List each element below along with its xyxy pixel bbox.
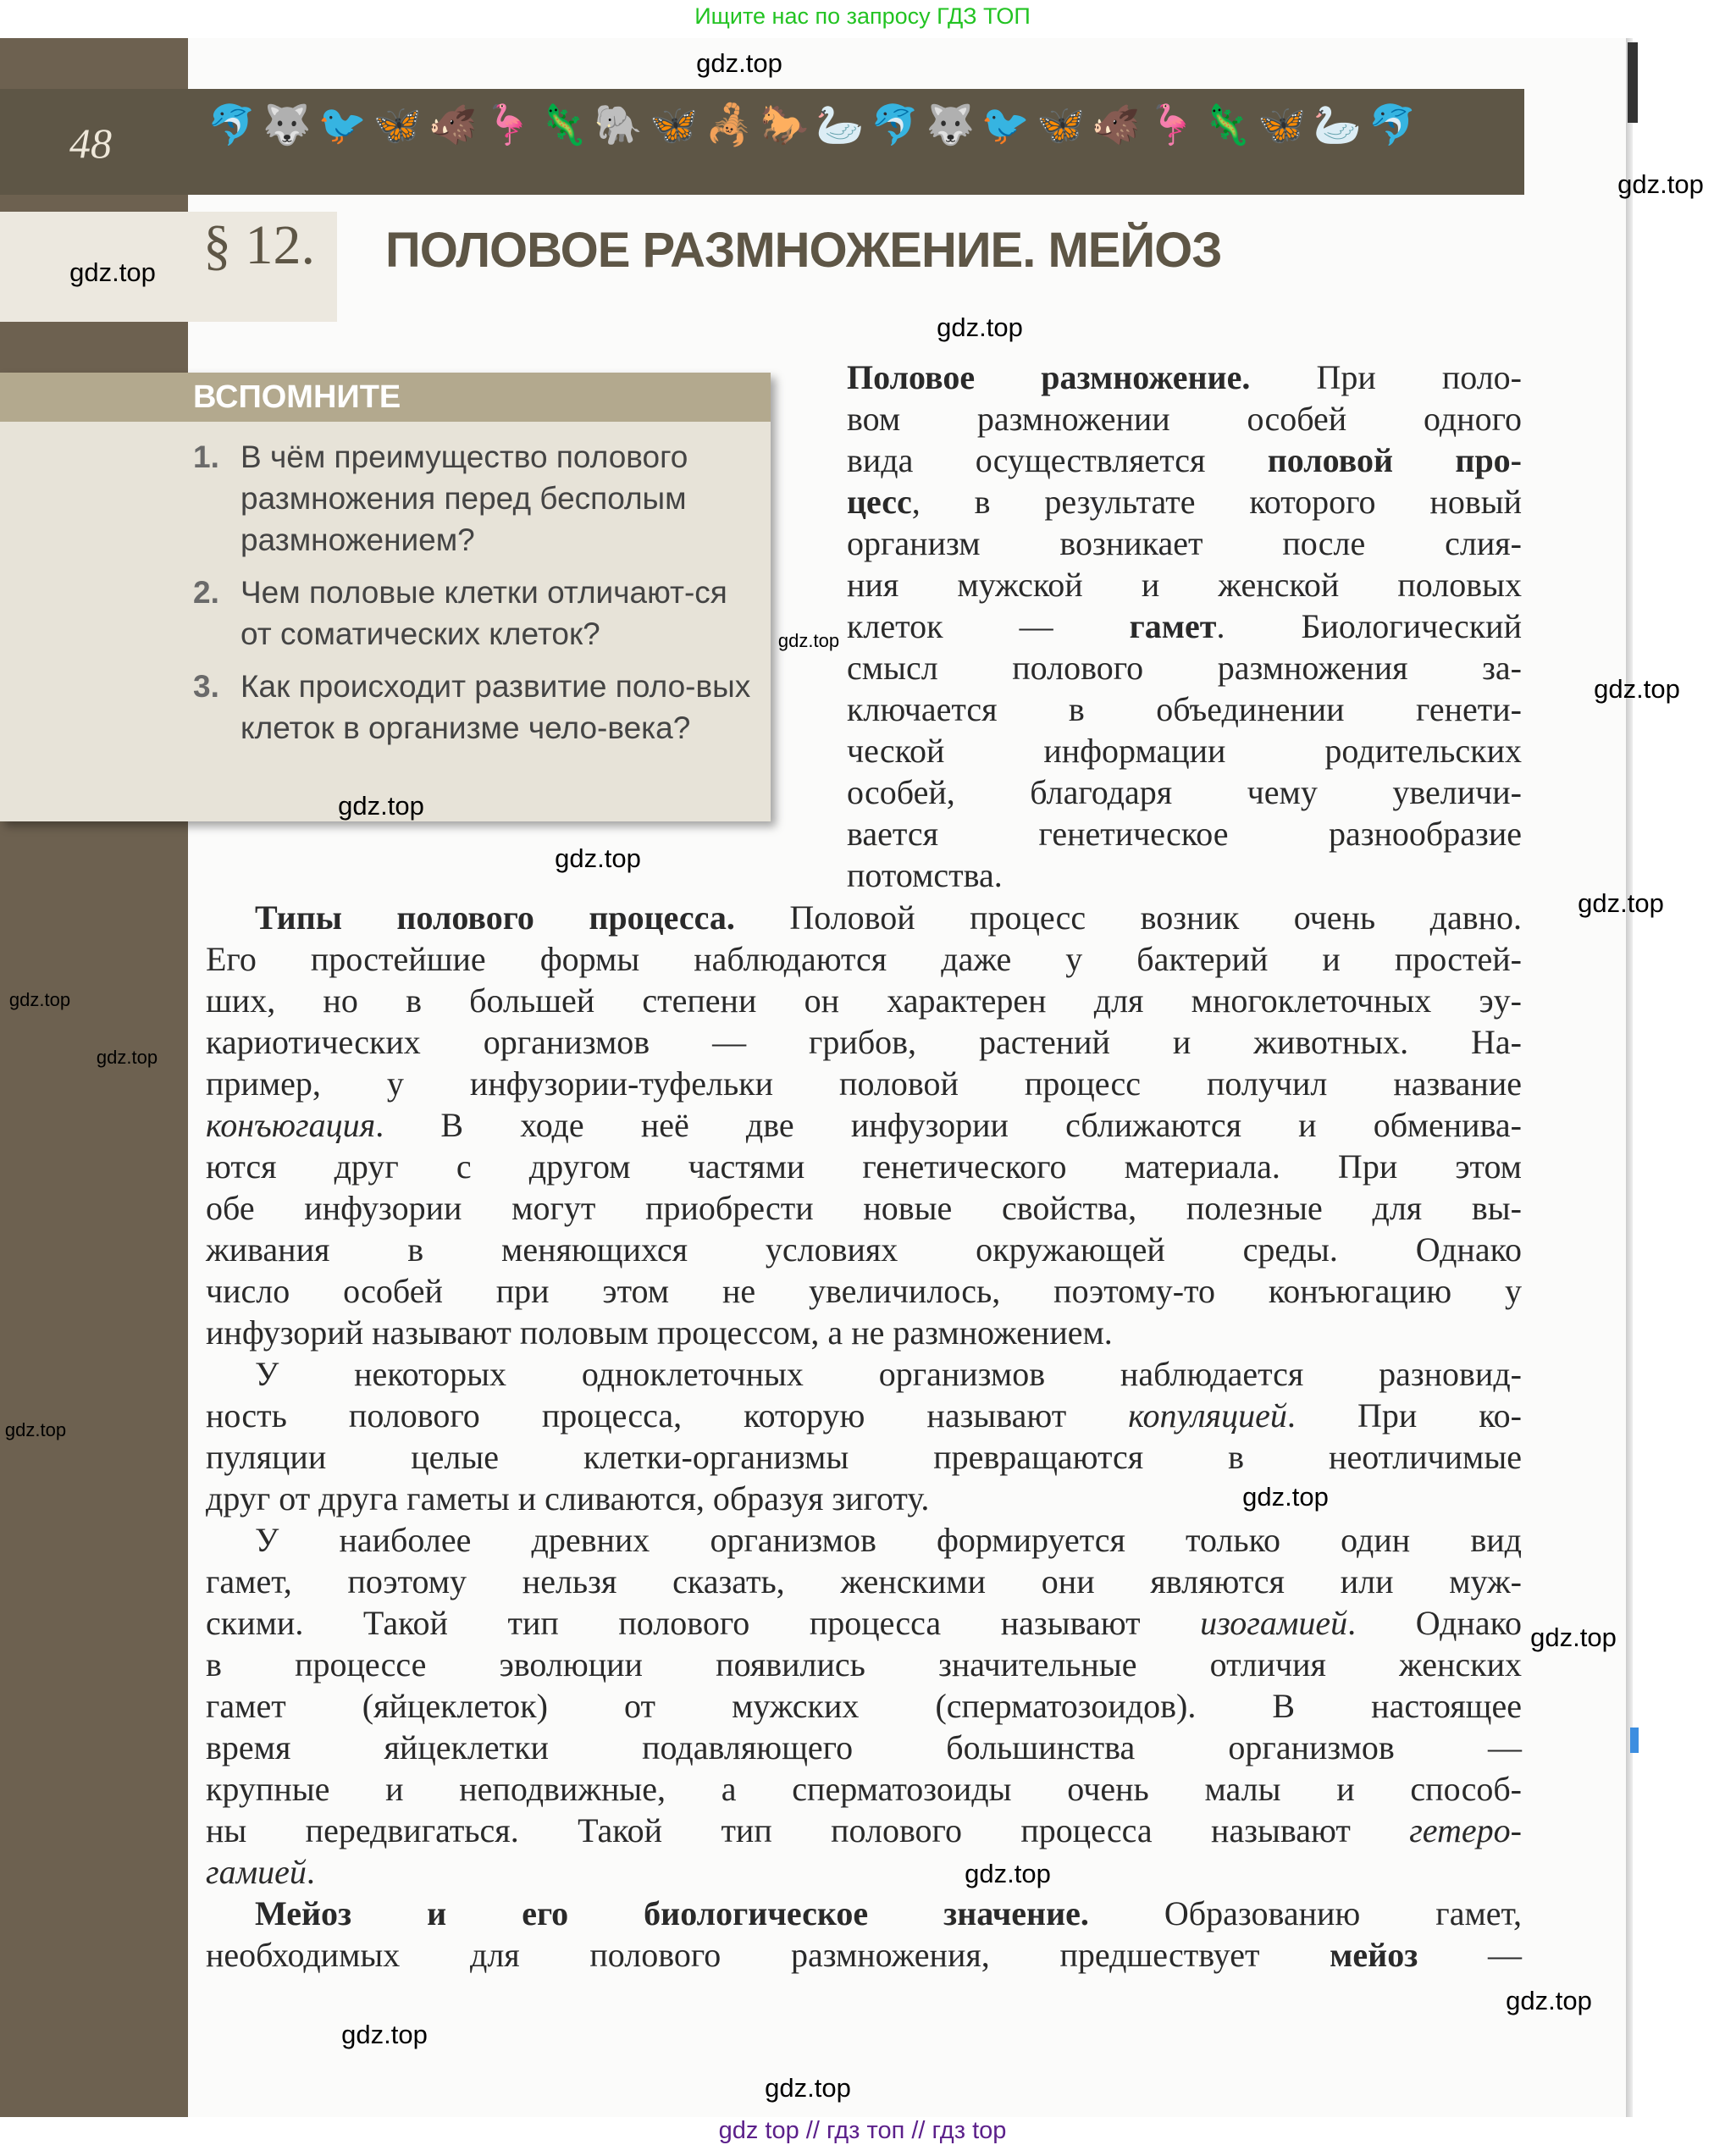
watermark: gdz.top: [765, 2073, 851, 2103]
watermark: gdz.top: [338, 791, 424, 821]
text-line: [206, 1602, 1522, 1644]
text-segment: ния мужской и женской половых: [847, 566, 1522, 604]
watermark: gdz.top: [937, 312, 1023, 342]
page-margin-strip: [0, 38, 188, 2117]
italic-term: гетеро-: [1409, 1811, 1522, 1849]
animal-silhouettes-icon: 🐬🐺🐦🦋🐗🦩🦎🐘🦋🦂🐎🦢🐬🐺🐦🦋🐗🦩🦎🦋🦢🐬: [207, 102, 1424, 147]
text-line: [847, 771, 1522, 813]
text-segment: обе инфузории могут приобрести новые свойства, полезные для вы-: [206, 1189, 1522, 1227]
text-line: [206, 1229, 1522, 1270]
page-title: ПОЛОВОЕ РАЗМНОЖЕНИЕ. МЕЙОЗ: [385, 223, 1222, 278]
binding-mark: [1628, 42, 1638, 123]
text-line: [206, 1810, 1522, 1851]
bold-term: цесс: [847, 483, 912, 521]
text-segment: —: [1418, 1936, 1522, 1974]
text-segment: крупные и неподвижные, а сперматозоиды очень малы и способ-: [206, 1770, 1522, 1808]
watermark: gdz.top: [4, 1419, 67, 1440]
italic-term: конъюгация: [206, 1106, 376, 1144]
italic-term: изогамией: [1200, 1604, 1348, 1642]
text-segment: необходимых для полового размножения, предшествует: [206, 1936, 1330, 1974]
watermark: gdz.top: [69, 257, 156, 287]
question-number: 1.: [193, 439, 219, 474]
intro-column: [847, 357, 1522, 896]
bold-term: гамет: [1129, 607, 1217, 645]
bold-term: Половое размножение.: [847, 358, 1251, 396]
text-segment: кариотических организмов — грибов, растений и животных. На-: [206, 1023, 1522, 1061]
text-line: [206, 1727, 1522, 1768]
text-line: [206, 1021, 1522, 1063]
text-line: [847, 813, 1522, 854]
bold-term: половой про-: [1267, 441, 1523, 479]
text-line: [206, 1353, 1522, 1395]
text-line: [206, 1934, 1522, 1976]
italic-term: копуляцией: [1128, 1396, 1287, 1435]
body-text: [206, 897, 1522, 1976]
question-1: [193, 436, 752, 561]
watermark: gdz.top: [777, 630, 840, 651]
watermark: gdz.top: [8, 989, 71, 1010]
remind-heading: ВСПОМНИТЕ: [193, 379, 401, 415]
text-line: [206, 1644, 1522, 1685]
watermark: gdz.top: [965, 1859, 1051, 1888]
text-segment: При поло-: [1250, 358, 1522, 396]
text-line: [847, 481, 1522, 522]
text-line: [206, 1395, 1522, 1436]
question-number: 2.: [193, 575, 219, 610]
text-segment: в процессе эволюции появились значительные отличия женских: [206, 1645, 1522, 1683]
text-line: [206, 1851, 315, 1893]
question-text: Чем половые клетки отличают-ся от соматических клеток?: [241, 575, 727, 651]
text-segment: клеток —: [847, 607, 1130, 645]
text-line: [847, 439, 1522, 481]
text-segment: друг от друга гаметы и сливаются, образуя зиготу.: [206, 1479, 930, 1517]
text-line: [847, 647, 1522, 688]
question-list: [193, 436, 752, 760]
question-text: В чём преимущество полового размножения перед бесполым размножением?: [241, 439, 688, 557]
text-line: [206, 1104, 1522, 1146]
bold-term: Мейоз и его биологическое значение.: [255, 1894, 1089, 1932]
text-line: [206, 938, 1522, 980]
watermark: gdz.top: [341, 2020, 428, 2049]
text-segment: организм возникает после слия-: [847, 524, 1522, 562]
remind-header: [0, 373, 771, 422]
text-segment: инфузорий называют половым процессом, а не размножением.: [206, 1313, 1113, 1352]
text-segment: пример, у инфузории-туфельки половой процесс получил название: [206, 1064, 1522, 1103]
text-line: [847, 688, 1522, 730]
text-segment: Образованию гамет,: [1088, 1894, 1522, 1932]
text-segment: Половой процесс возник очень давно.: [734, 898, 1523, 937]
text-segment: потомства.: [847, 856, 1003, 894]
text-segment: ческой информации родительских: [847, 732, 1522, 770]
text-segment: , в результате которого новый: [911, 483, 1522, 521]
text-line: [206, 1063, 1522, 1104]
text-line: [206, 1436, 1522, 1478]
page-edge: [1626, 38, 1633, 2117]
text-segment: Его простейшие формы наблюдаются даже у бактерий и простей-: [206, 940, 1522, 978]
question-3: [193, 666, 752, 749]
text-line: [206, 1685, 1522, 1727]
text-segment: У наиболее древних организмов формируется только один вид: [255, 1521, 1522, 1559]
text-line: [847, 398, 1522, 439]
watermark: gdz.top: [1530, 1623, 1617, 1652]
watermark: gdz.top: [1578, 888, 1664, 918]
text-line: [847, 730, 1522, 771]
text-line: [206, 1561, 1522, 1602]
watermark: gdz.top: [1617, 169, 1704, 199]
text-segment: скими. Такой тип полового процесса называют: [206, 1604, 1201, 1642]
watermark: gdz.top: [555, 843, 641, 873]
text-segment: ются друг с другом частями генетического материала. При этом: [206, 1147, 1522, 1186]
text-segment: ших, но в большей степени он характерен для многоклеточных эу-: [206, 981, 1522, 1020]
text-segment: .: [306, 1853, 315, 1891]
bold-term: Типы полового процесса.: [255, 898, 735, 937]
text-line: [206, 1478, 929, 1519]
text-line: [847, 522, 1522, 564]
text-segment: время яйцеклетки подавляющего большинства организмов —: [206, 1728, 1522, 1766]
text-line: [206, 1519, 1522, 1561]
text-segment: . При ко-: [1286, 1396, 1523, 1435]
text-segment: . Однако: [1347, 1604, 1522, 1642]
page-tab-marker: [1630, 1728, 1639, 1753]
question-text: Как происходит развитие поло-вых клеток в организме чело-века?: [241, 669, 751, 745]
text-line: [847, 357, 1522, 398]
text-segment: У некоторых одноклеточных организмов наблюдается разновид-: [255, 1355, 1522, 1393]
text-segment: ны передвигаться. Такой тип полового процесса называют: [206, 1811, 1410, 1849]
watermark: gdz.top: [1242, 1482, 1329, 1512]
text-line: [206, 897, 1522, 938]
text-segment: пуляции целые клетки-организмы превращаются в неотличимые: [206, 1438, 1522, 1476]
text-segment: число особей при этом не увеличилось, поэтому-то конъюгацию у: [206, 1272, 1522, 1310]
question-2: [193, 572, 752, 655]
text-segment: особей, благодаря чему увеличи-: [847, 773, 1522, 811]
text-line: [206, 1146, 1522, 1187]
bold-term: мейоз: [1330, 1936, 1418, 1974]
watermark: gdz.top: [96, 1047, 158, 1068]
watermark: gdz.top: [1506, 1986, 1592, 2015]
text-segment: ность полового процесса, которую называют: [206, 1396, 1129, 1435]
text-line: [206, 1312, 1113, 1353]
question-number: 3.: [193, 669, 219, 704]
text-line: [847, 854, 1003, 896]
text-segment: . Биологический: [1216, 607, 1522, 645]
text-segment: гамет, поэтому нельзя сказать, женскими они являются или муж-: [206, 1562, 1522, 1600]
section-number: § 12.: [203, 214, 315, 276]
italic-term: гамией: [206, 1853, 307, 1891]
text-segment: вается генетическое разнообразие: [847, 815, 1522, 853]
footer-links: gdz top // гдз топ // гдз top: [718, 2117, 1007, 2144]
text-segment: . В ходе неё две инфузории сближаются и обменива-: [375, 1106, 1522, 1144]
text-line: [206, 1893, 1522, 1934]
text-line: [206, 1768, 1522, 1810]
text-line: [206, 1187, 1522, 1229]
watermark: gdz.top: [696, 48, 782, 78]
text-line: [206, 1270, 1522, 1312]
text-segment: ключается в объединении генети-: [847, 690, 1522, 728]
watermark: gdz.top: [1594, 674, 1680, 704]
text-segment: вом размножении особей одного: [847, 400, 1522, 438]
text-segment: смысл полового размножения за-: [847, 649, 1522, 687]
text-line: [847, 564, 1522, 605]
search-banner: Ищите нас по запросу ГДЗ ТОП: [694, 3, 1031, 29]
text-segment: вида осуществляется: [847, 441, 1268, 479]
text-line: [847, 605, 1522, 647]
text-line: [206, 980, 1522, 1021]
page-number: 48: [69, 119, 112, 167]
text-segment: гамет (яйцеклеток) от мужских (сперматозоидов). В настоящее: [206, 1687, 1522, 1725]
remind-box: [0, 373, 771, 821]
text-segment: живания в меняющихся условиях окружающей среды. Однако: [206, 1230, 1522, 1269]
